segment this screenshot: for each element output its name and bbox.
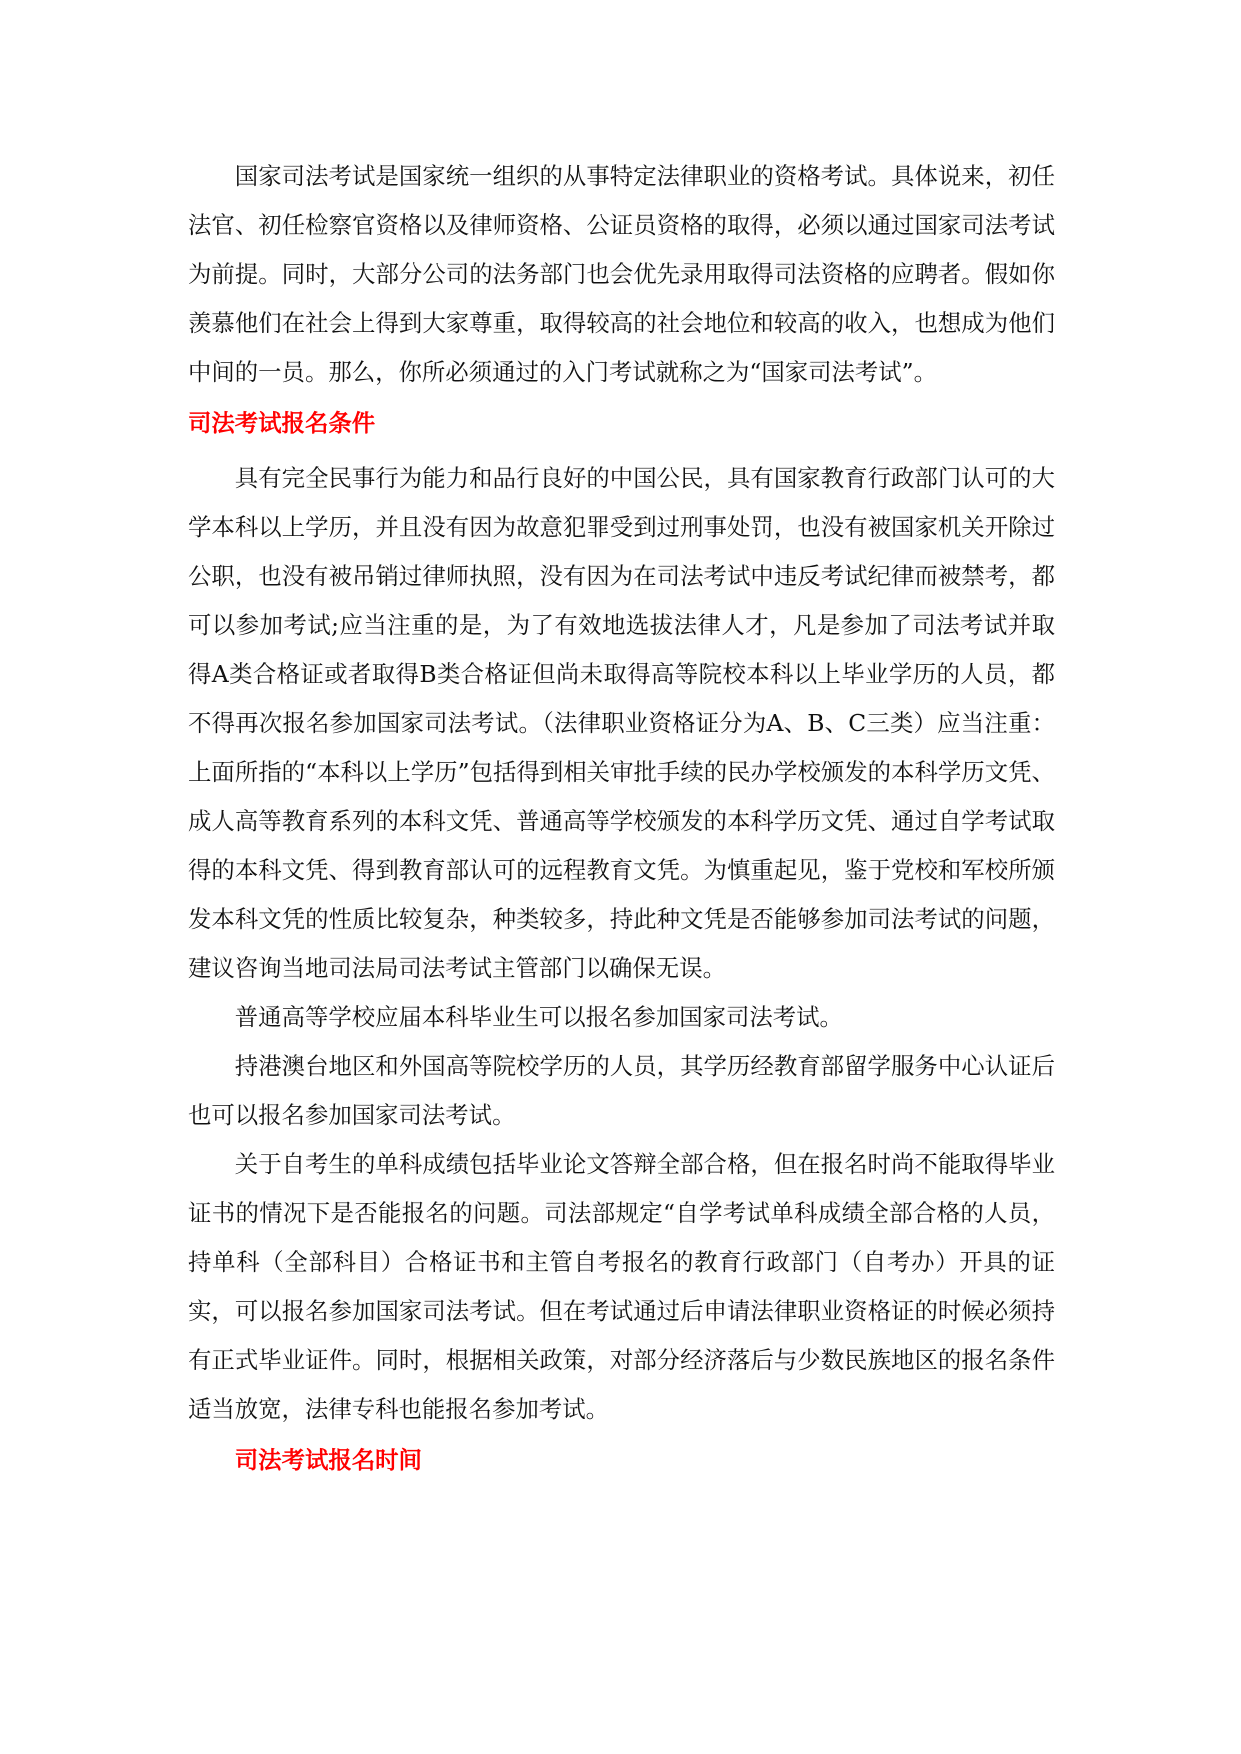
document-body: [188, 152, 1055, 1483]
section-heading-registration-conditions: 司法考试报名条件: [188, 409, 376, 437]
paragraph-self-study-exams: 关于自考生的单科成绩包括毕业论文答辩全部合格，但在报名时尚不能取得毕业证书的情况下是否能报名的问题。司法部规定“自学考试单科成绩全部合格的人员，持单科（全部科目）合格证书和主管自考报名的教育行政部门（自考办）开具的证实，可以报名参加国家司法考试。但在考试通过后申请法律职业资格证的时候必须持有正式毕业证件。同时，根据相关政策，对部分经济落后与少数民族地区的报名条件适当放宽，法律专科也能报名参加考试。: [188, 1150, 1055, 1423]
paragraph-eligibility: 具有完全民事行为能力和品行良好的中国公民，具有国家教育行政部门认可的大学本科以上学历，并且没有因为故意犯罪受到过刑事处罚，也没有被国家机关开除过公职，也没有被吊销过律师执照，没有因为在司法考试中违反考试纪律而被禁考，都可以参加考试;应当注重的是，为了有效地选拔法律人才，凡是参加了司法考试并取得A类合格证或者取得B类合格证但尚未取得高等院校本科以上毕业学历的人员，都不得再次报名参加国家司法考试。（法律职业资格证分为A、B、C三类）应当注重：上面所指的“本科以上学历”包括得到相关审批手续的民办学校颁发的本科学历文凭、成人高等教育系列的本科文凭、普通高等学校颁发的本科学历文凭、通过自学考试取得的本科文凭、得到教育部认可的远程教育文凭。为慎重起见，鉴于党校和军校所颁发本科文凭的性质比较复杂，种类较多，持此种文凭是否能够参加司法考试的问题，建议咨询当地司法局司法考试主管部门以确保无误。: [188, 464, 1055, 982]
intro-paragraph: 国家司法考试是国家统一组织的从事特定法律职业的资格考试。具体说来，初任法官、初任检察官资格以及律师资格、公证员资格的取得，必须以通过国家司法考试为前提。同时，大部分公司的法务部门也会优先录用取得司法资格的应聘者。假如你羡慕他们在社会上得到大家尊重，取得较高的社会地位和较高的收入，也想成为他们中间的一员。那么，你所必须通过的入门考试就称之为“国家司法考试”。: [188, 162, 1055, 386]
paragraph-fresh-graduates: 普通高等学校应届本科毕业生可以报名参加国家司法考试。: [234, 1003, 843, 1031]
paragraph-foreign-degrees: 持港澳台地区和外国高等院校学历的人员，其学历经教育部留学服务中心认证后也可以报名参加国家司法考试。: [188, 1052, 1055, 1129]
section-heading-registration-time: 司法考试报名时间: [234, 1446, 422, 1474]
